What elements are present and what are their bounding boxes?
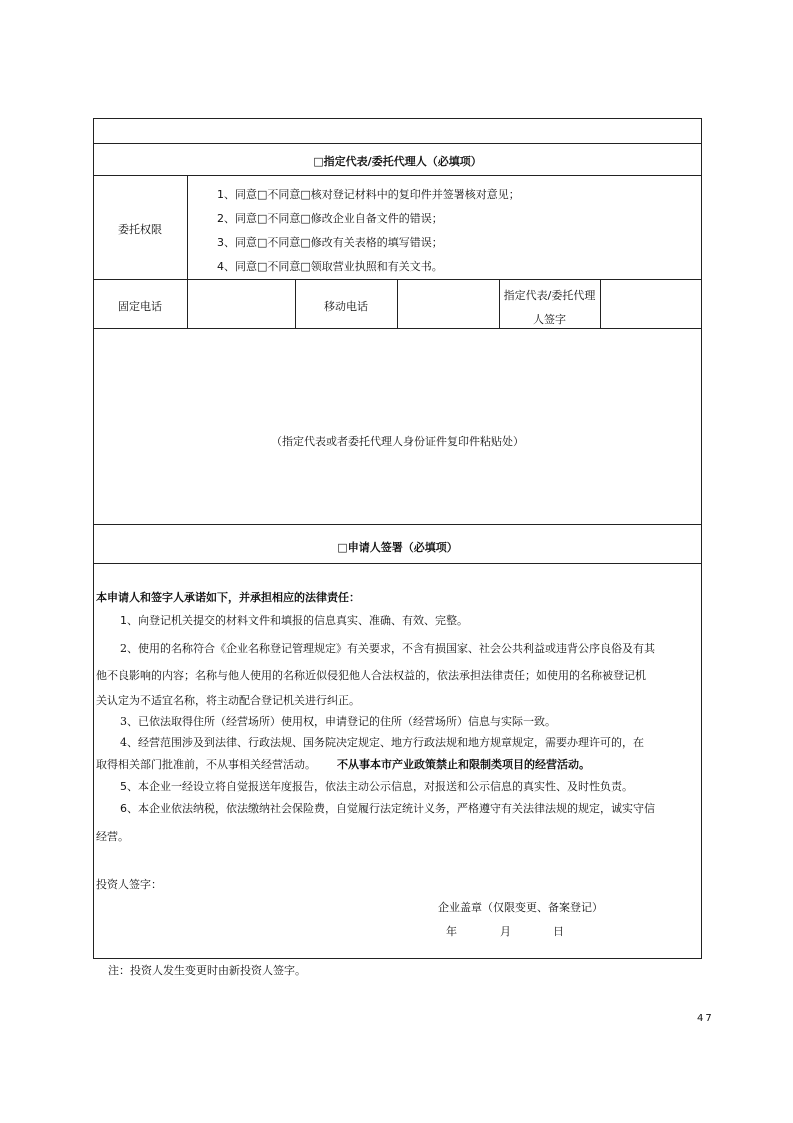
table-border: [93, 958, 702, 959]
agent-signature-label: 人签字: [533, 313, 566, 326]
commitment-intro: 本申请人和签字人承诺如下，并承担相应的法律责任：: [96, 591, 360, 604]
commitment-line: 1、向登记机关提交的材料文件和填报的信息真实、准确、有效、完整。: [120, 614, 468, 627]
table-divider: [93, 563, 702, 564]
authority-item[interactable]: 3、同意□不同意□修改有关表格的填写错误；: [217, 236, 443, 249]
authority-item[interactable]: 4、同意□不同意□领取营业执照和有关文书。: [217, 260, 443, 273]
table-divider: [187, 175, 188, 328]
date-month: 月: [500, 925, 511, 938]
authority-label: 委托权限: [118, 223, 162, 236]
commitment-line: 关认定为不适宜名称，将主动配合登记机关进行纠正。: [96, 694, 360, 707]
mobile-label: 移动电话: [324, 300, 368, 313]
authority-item[interactable]: 1、同意□不同意□核对登记材料中的复印件并签署核对意见；: [217, 188, 520, 201]
company-seal-label: 企业盖章（仅限变更、备案登记）: [438, 901, 603, 914]
date-year: 年: [446, 925, 457, 938]
table-divider: [93, 175, 702, 176]
table-divider: [93, 328, 702, 329]
commitment-line: 他不良影响的内容；名称与他人使用的名称近似侵犯他人合法权益的，依法承担法律责任；如使用的名称被登记机: [96, 669, 646, 682]
commitment-line: 5、本企业一经设立将自觉报送年度报告，依法主动公示信息，对报送和公示信息的真实性、及时性负责。: [120, 780, 633, 793]
id-paste-area: （指定代表或者委托代理人身份证件复印件粘贴处）: [271, 435, 524, 448]
commitment-line: 6、本企业依法纳税，依法缴纳社会保险费，自觉履行法定统计义务，严格遵守有关法律法规的规定，诚实守信: [120, 802, 655, 815]
page-number: 47: [697, 1013, 714, 1024]
agent-signature-label: 指定代表/委托代理: [503, 289, 596, 302]
commitment-line: 2、使用的名称符合《企业名称登记管理规定》有关要求，不含有损国家、社会公共利益或违背公序良俗及有其: [120, 642, 655, 655]
table-divider: [397, 279, 398, 328]
agent-section-title: □指定代表/委托代理人（必填项）: [313, 155, 482, 168]
authority-item[interactable]: 2、同意□不同意□修改企业自备文件的错误；: [217, 212, 443, 225]
investor-signature-label: 投资人签字：: [96, 878, 162, 891]
landline-field[interactable]: [192, 298, 292, 318]
mobile-field[interactable]: [402, 298, 496, 318]
commitment-line: 经营。: [96, 830, 129, 843]
date-day: 日: [553, 925, 564, 938]
commitment-line: 3、已依法取得住所（经营场所）使用权，申请登记的住所（经营场所）信息与实际一致。: [120, 715, 556, 728]
commitment-line: 4、经营范围涉及到法律、行政法规、国务院决定规定、地方行政法规和地方规章规定，需要办理许可的，在: [120, 736, 644, 749]
applicant-section-title: □申请人签署（必填项）: [337, 541, 458, 554]
table-divider: [93, 143, 702, 144]
agent-signature-field[interactable]: [604, 285, 698, 323]
table-border: [93, 118, 702, 119]
landline-label: 固定电话: [118, 300, 162, 313]
commitment-line: 不从事本市产业政策禁止和限制类项目的经营活动。: [337, 758, 590, 771]
commitment-line: 取得相关部门批准前，不从事相关经营活动。: [96, 758, 316, 771]
table-divider: [93, 524, 702, 525]
table-divider: [600, 279, 601, 328]
footnote: 注：投资人发生变更时由新投资人签字。: [108, 964, 306, 977]
